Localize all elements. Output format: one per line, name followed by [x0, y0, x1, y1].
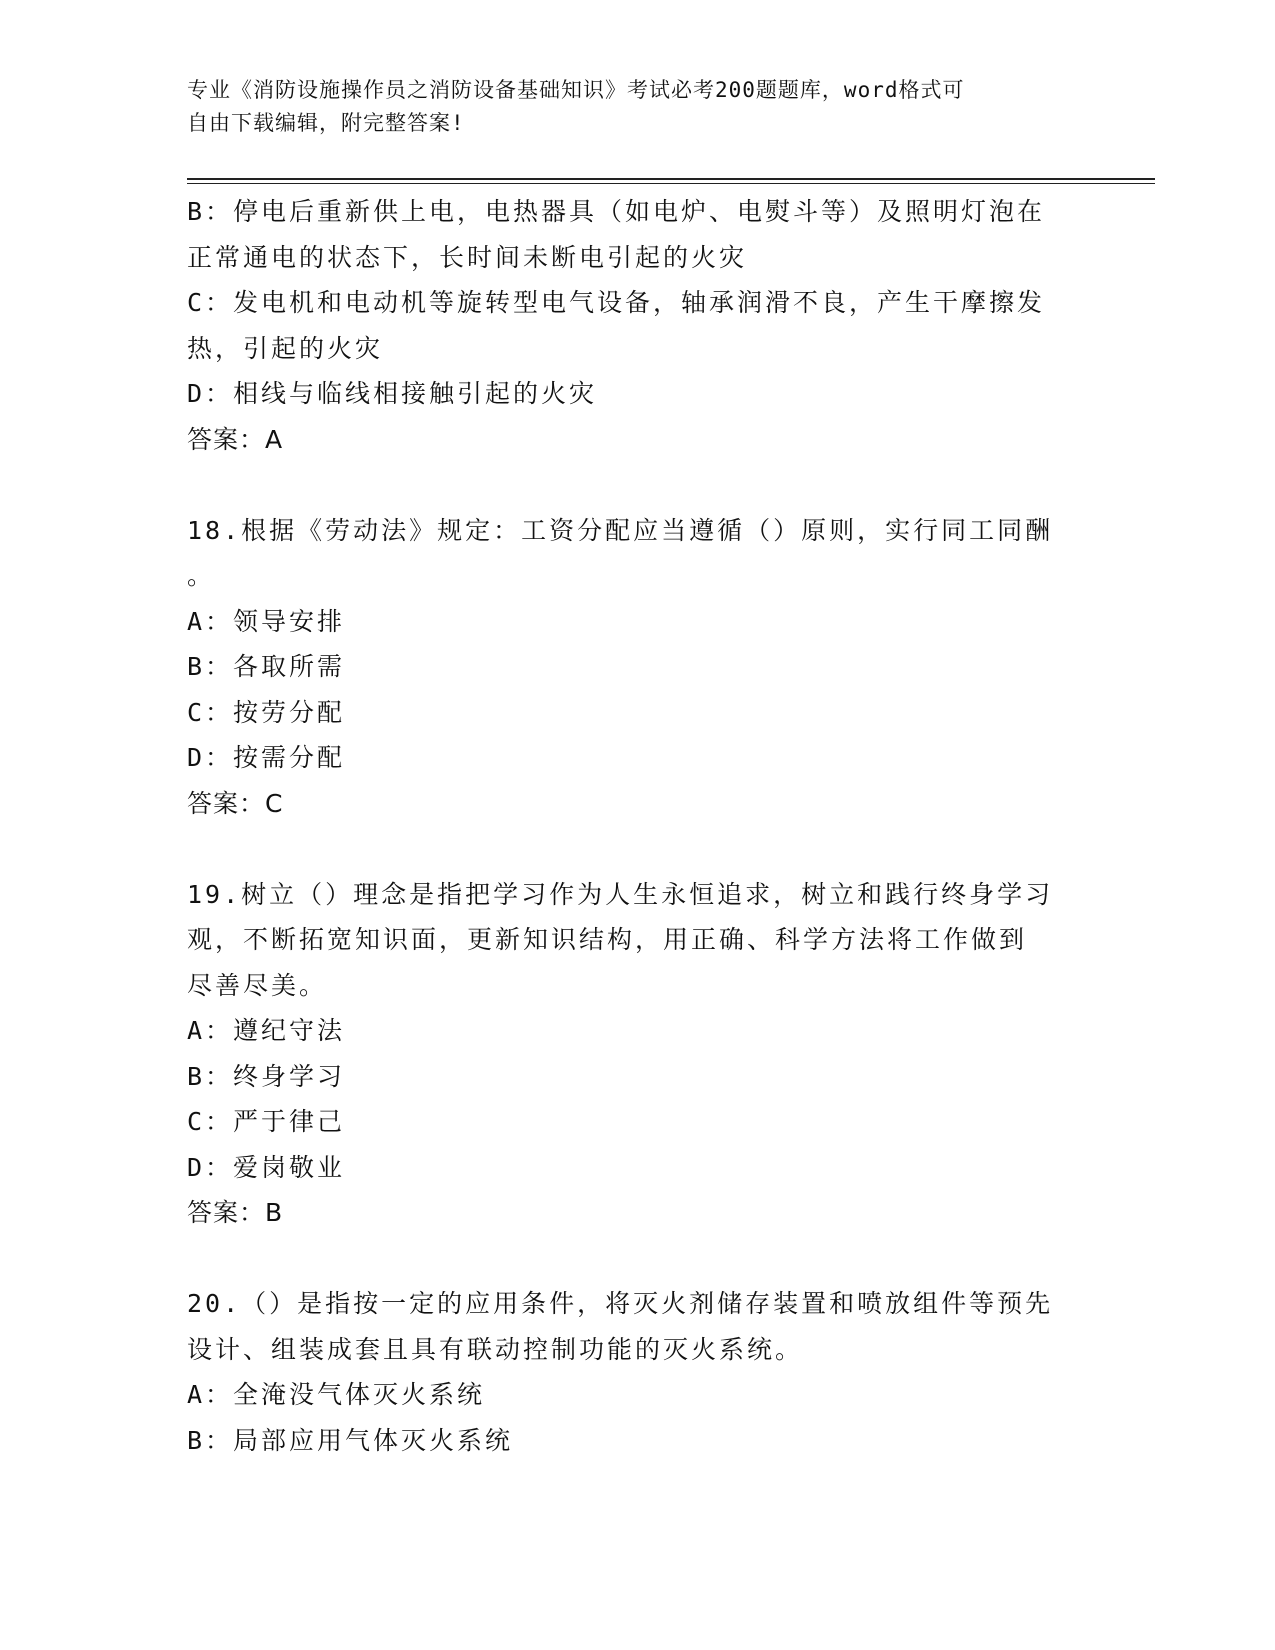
option-c: C：按劳分配: [187, 697, 346, 727]
question-20: [187, 1281, 1087, 1463]
header-title-line-2: 自由下载编辑，附完整答案!: [187, 111, 465, 135]
option-b: B：局部应用气体灭火系统: [187, 1425, 514, 1455]
header-divider-thin: [187, 183, 1155, 184]
option-c-continued: 热，引起的火灾: [187, 333, 384, 363]
option-b-continued: 正常通电的状态下，长时间未断电引起的火灾: [187, 242, 748, 272]
header-divider-thick: [187, 178, 1155, 180]
option-a: A：领导安排: [187, 606, 346, 636]
option-c: C：严于律己: [187, 1107, 346, 1136]
option-b: B：停电后重新供上电，电热器具（如电炉、电熨斗等）及照明灯泡在: [187, 197, 1046, 226]
question-stem-continued: 设计、组装成套且具有联动控制功能的灭火系统。: [187, 1334, 804, 1364]
question-stem: 18.根据《劳动法》规定：工资分配应当遵循（）原则，实行同工同酬: [187, 515, 1054, 545]
question-stem-continued: 。: [187, 561, 216, 590]
question-19: [187, 872, 1087, 1236]
question-content: [187, 189, 1087, 1463]
question-spacer: [187, 1236, 1087, 1282]
option-d: D：按需分配: [187, 743, 346, 772]
document-header: [187, 74, 1067, 140]
option-d: D：爱岗敬业: [187, 1152, 346, 1182]
question-spacer: [187, 462, 1087, 508]
option-d: D：相线与临线相接触引起的火灾: [187, 379, 598, 408]
answer-label: 答案：C: [187, 788, 284, 818]
option-c: C：发电机和电动机等旋转型电气设备，轴承润滑不良，产生干摩擦发: [187, 288, 1046, 317]
question-stem: 20.（）是指按一定的应用条件，将灭火剂储存装置和喷放组件等预先: [187, 1289, 1054, 1318]
question-stem: 19.树立（）理念是指把学习作为人生永恒追求，树立和践行终身学习: [187, 879, 1054, 909]
option-b: B：各取所需: [187, 652, 346, 681]
option-a: A：全淹没气体灭火系统: [187, 1380, 486, 1409]
question-17-continued: [187, 189, 1087, 462]
answer-label: 答案：A: [187, 424, 284, 454]
question-stem-continued: 观，不断拓宽知识面，更新知识结构，用正确、科学方法将工作做到: [187, 925, 1028, 954]
question-stem-continued: 尽善尽美。: [187, 970, 328, 1000]
question-18: [187, 508, 1087, 827]
header-title-line-1: 专业《消防设施操作员之消防设备基础知识》考试必考200题题库，word格式可: [187, 78, 965, 102]
option-a: A：遵纪守法: [187, 1016, 346, 1045]
question-spacer: [187, 826, 1087, 872]
option-b: B：终身学习: [187, 1061, 346, 1091]
answer-label: 答案：B: [187, 1198, 284, 1227]
